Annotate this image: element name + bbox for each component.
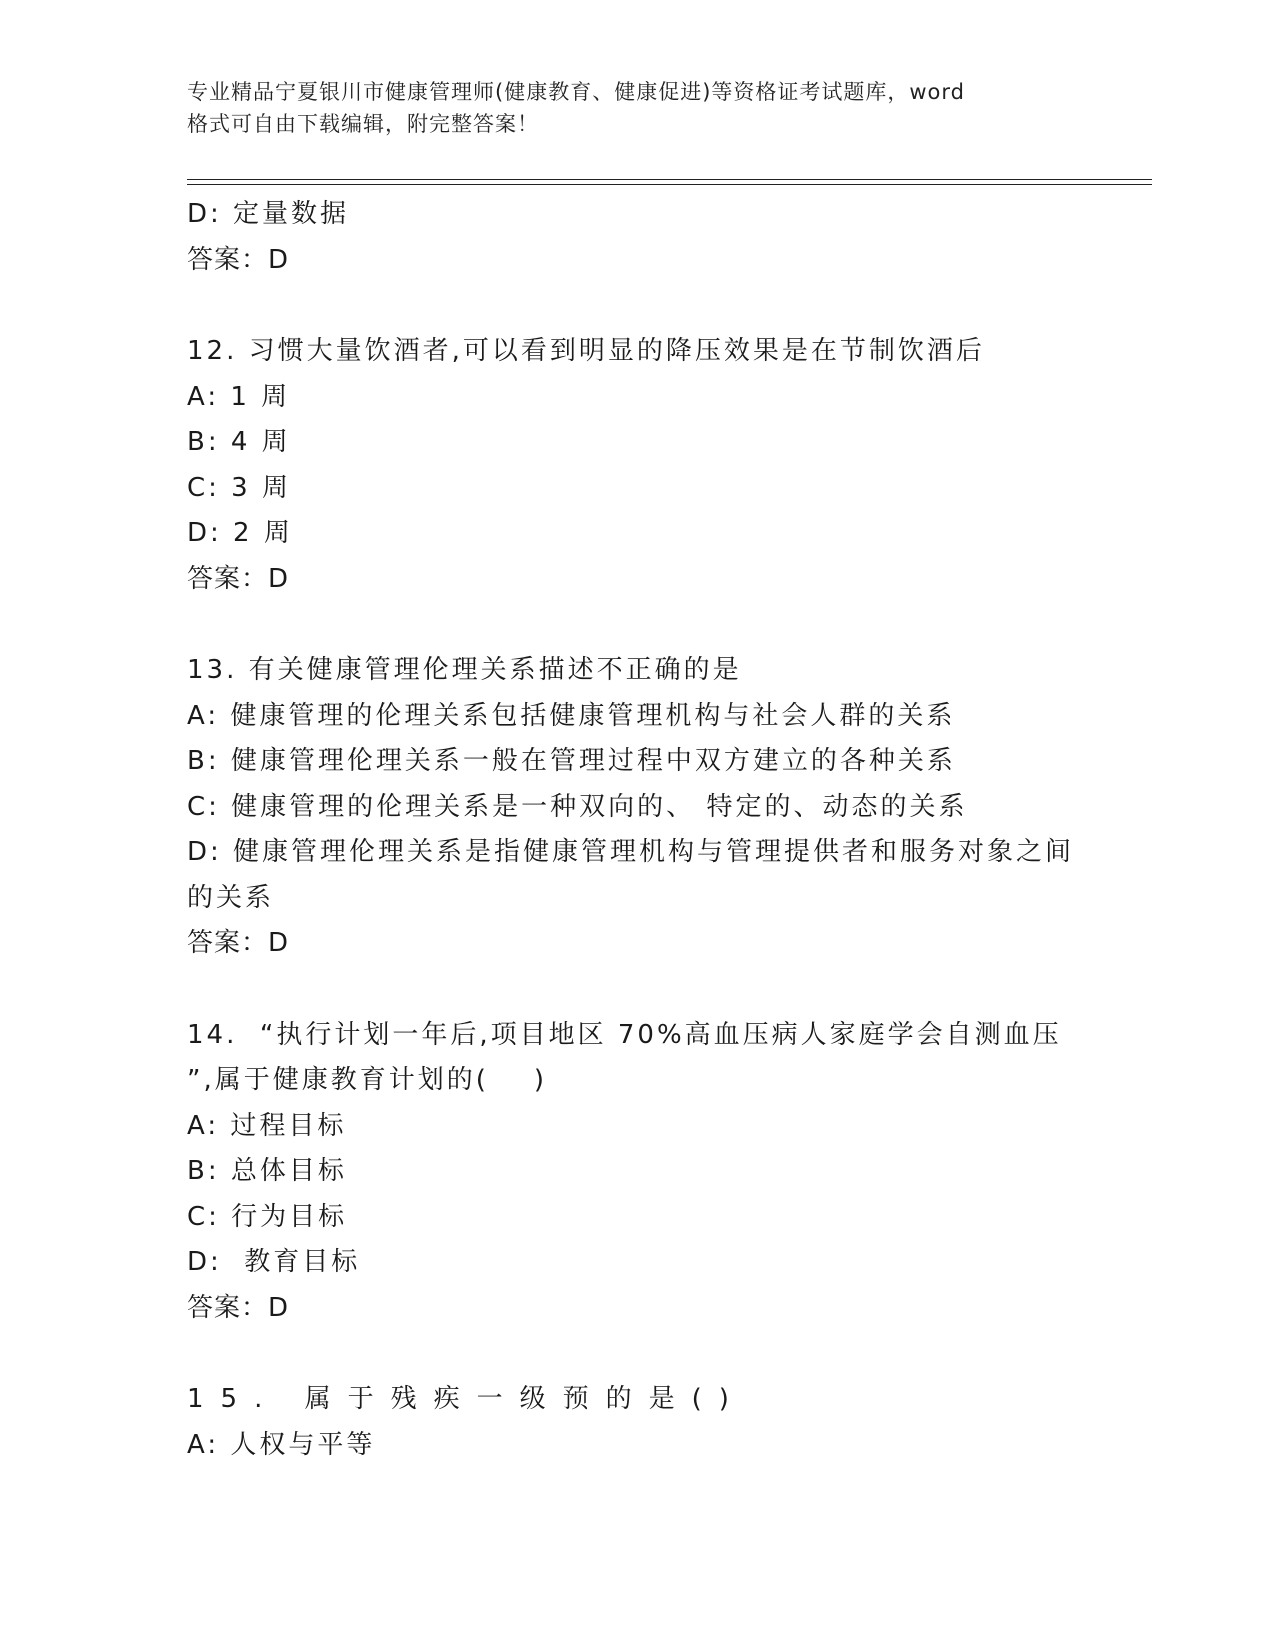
spacer [187,602,1087,648]
question-stem: 12. 习惯大量饮酒者,可以看到明显的降压效果是在节制饮酒后 [187,336,985,366]
document-header [187,76,1067,140]
option-c: C: 健康管理的伦理关系是一种双向的、 特定的、动态的关系 [187,791,968,822]
header-divider-bottom [187,184,1152,185]
question-11 [187,192,1087,283]
option-b: B: 总体目标 [187,1156,347,1186]
option-d: D: 定量数据 [187,199,350,229]
question-14 [187,1013,1087,1332]
option-a: A: 过程目标 [187,1110,347,1141]
spacer [187,1331,1087,1377]
option-d: D: 健康管理伦理关系是指健康管理机构与管理提供者和服务对象之间 [187,837,1075,867]
question-stem: 13. 有关健康管理伦理关系描述不正确的是 [187,655,742,685]
question-15 [187,1377,1087,1468]
header-line-2: 格式可自由下载编辑，附完整答案！ [187,112,539,136]
option-a: A: 1 周 [187,381,291,412]
spacer [187,967,1087,1013]
answer: 答案：D [187,1292,290,1323]
option-b: B: 4 周 [187,427,291,457]
option-c: C: 行为目标 [187,1201,348,1232]
header-line-1: 专业精品宁夏银川市健康管理师(健康教育、健康促进)等资格证考试题库，word [187,80,966,104]
answer: 答案：D [187,244,290,275]
option-b: B: 健康管理伦理关系一般在管理过程中双方建立的各种关系 [187,746,956,776]
question-stem: 14. “执行计划一年后,项目地区 70%高血压病人家庭学会自测血压 [187,1019,1062,1050]
spacer [187,283,1087,329]
question-13 [187,648,1087,967]
answer: 答案：D [187,928,290,958]
question-12 [187,329,1087,602]
question-list [187,192,1087,1468]
question-stem: 15. 属于残疾一级预的是() [187,1384,746,1414]
option-a: A: 健康管理的伦理关系包括健康管理机构与社会人群的关系 [187,700,956,731]
option-d: D: 教育目标 [187,1247,361,1277]
option-d-continued: 的关系 [187,882,275,913]
answer: 答案：D [187,563,290,594]
header-divider-top [187,179,1152,180]
question-stem-continued: ”,属于健康教育计划的( ) [187,1065,548,1095]
option-a: A: 人权与平等 [187,1429,376,1460]
option-c: C: 3 周 [187,472,291,503]
option-d: D: 2 周 [187,518,293,548]
